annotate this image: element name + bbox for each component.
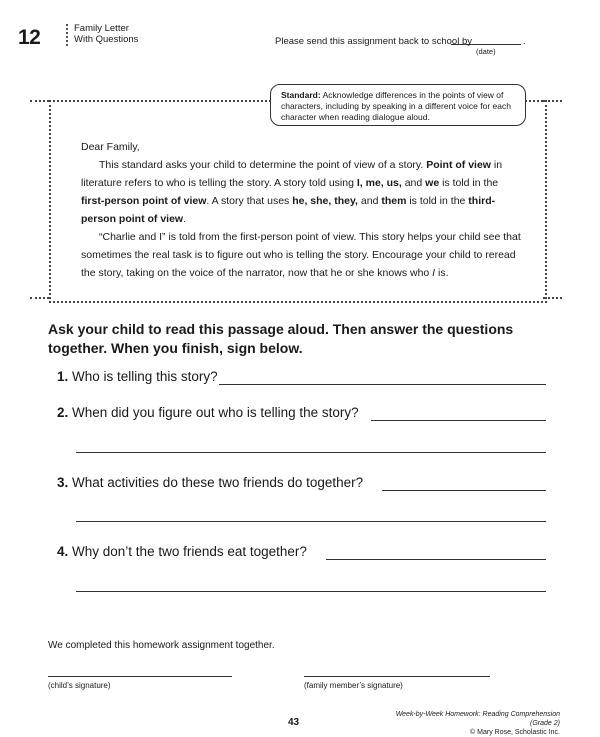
letter-bold: first-person point of view bbox=[81, 195, 207, 207]
letter-bold: I, me, us, bbox=[356, 177, 402, 189]
dotted-rule bbox=[543, 100, 562, 102]
letter-bold: he, she, they, bbox=[292, 195, 358, 207]
question-1 bbox=[57, 369, 218, 384]
question-text: When did you figure out who is telling the story? bbox=[72, 405, 359, 420]
letter-text: is. bbox=[435, 267, 449, 279]
standard-label: Standard: bbox=[281, 90, 321, 100]
family-signature-line[interactable] bbox=[304, 676, 490, 677]
answer-line-2a[interactable] bbox=[371, 420, 546, 421]
letter-bold: we bbox=[425, 177, 440, 189]
question-number: 3. bbox=[57, 475, 69, 490]
lesson-label-line2: With Questions bbox=[74, 34, 139, 45]
child-signature-label: (child’s signature) bbox=[48, 681, 111, 690]
answer-line-2b[interactable] bbox=[76, 452, 546, 453]
date-label: (date) bbox=[476, 47, 496, 56]
send-back-period: . bbox=[523, 36, 526, 47]
letter-bold: them bbox=[381, 195, 407, 207]
question-text: Who is telling this story? bbox=[72, 369, 218, 384]
answer-line-3b[interactable] bbox=[76, 521, 546, 522]
child-signature-line[interactable] bbox=[48, 676, 232, 677]
letter-italic: I bbox=[432, 267, 436, 279]
letter-text: in literature refers to who is telling the story. A story told using bbox=[81, 159, 503, 189]
letter-bold: Point of view bbox=[426, 159, 491, 171]
page-number: 43 bbox=[288, 717, 300, 728]
dotted-rule bbox=[30, 297, 49, 299]
letter-text: . A story that uses bbox=[206, 195, 293, 207]
letter-text: is told in the bbox=[439, 177, 499, 189]
letter-paragraph-2 bbox=[81, 228, 521, 282]
date-field[interactable] bbox=[451, 44, 521, 45]
lesson-label-line1: Family Letter bbox=[74, 23, 129, 34]
letter-text: and bbox=[357, 195, 382, 207]
family-signature-label: (family member’s signature) bbox=[304, 681, 403, 690]
dotted-rule bbox=[30, 100, 49, 102]
question-text: Why don’t the two friends eat together? bbox=[72, 544, 307, 559]
standard-box bbox=[270, 84, 526, 126]
standard-text: Acknowledge differences in the points of view of characters, including by speaking in a different voice for each character when reading dialogue aloud. bbox=[281, 90, 511, 122]
question-number: 2. bbox=[57, 405, 69, 420]
letter-text: “Charlie and I” is told from the first-person point of view. This story helps your child see that sometimes the real task is to figure out who is telling the story. Encourage your child to reread the story, taking on the voice of the narrator, now that he or she knows who bbox=[81, 231, 521, 279]
letter-paragraph-1 bbox=[81, 156, 521, 228]
question-2 bbox=[57, 405, 359, 420]
letter-text: is told in the bbox=[406, 195, 469, 207]
dotted-rule bbox=[543, 297, 562, 299]
answer-line-4a[interactable] bbox=[326, 559, 546, 560]
header-divider bbox=[66, 24, 68, 46]
salutation: Dear Family, bbox=[81, 141, 140, 153]
question-number: 1. bbox=[57, 369, 69, 384]
letter-text: . bbox=[183, 213, 187, 225]
completed-statement: We completed this homework assignment together. bbox=[48, 640, 275, 651]
question-number: 4. bbox=[57, 544, 69, 559]
lesson-label bbox=[74, 23, 138, 45]
answer-line-4b[interactable] bbox=[76, 591, 546, 592]
letter-text: This standard asks your child to determine the point of view of a story. bbox=[99, 159, 427, 171]
instructions: Ask your child to read this passage aloud. Then answer the questions together. When you finish, sign below. bbox=[48, 321, 514, 356]
question-text: What activities do these two friends do together? bbox=[72, 475, 364, 490]
send-back-text: Please send this assignment back to school by bbox=[275, 36, 472, 47]
family-letter bbox=[81, 138, 521, 282]
answer-line-1[interactable] bbox=[219, 384, 546, 385]
question-3 bbox=[57, 475, 363, 490]
credit-line-2: © Mary Rose, Scholastic Inc. bbox=[470, 729, 560, 736]
credit-line-1: Week-by-Week Homework: Reading Comprehension (Grade 2) bbox=[395, 711, 560, 727]
answer-line-3a[interactable] bbox=[382, 490, 546, 491]
question-4 bbox=[57, 544, 307, 559]
letter-text: and bbox=[401, 177, 426, 189]
lesson-number: 12 bbox=[18, 26, 41, 49]
letter-bold: third-person point of view bbox=[81, 195, 496, 225]
